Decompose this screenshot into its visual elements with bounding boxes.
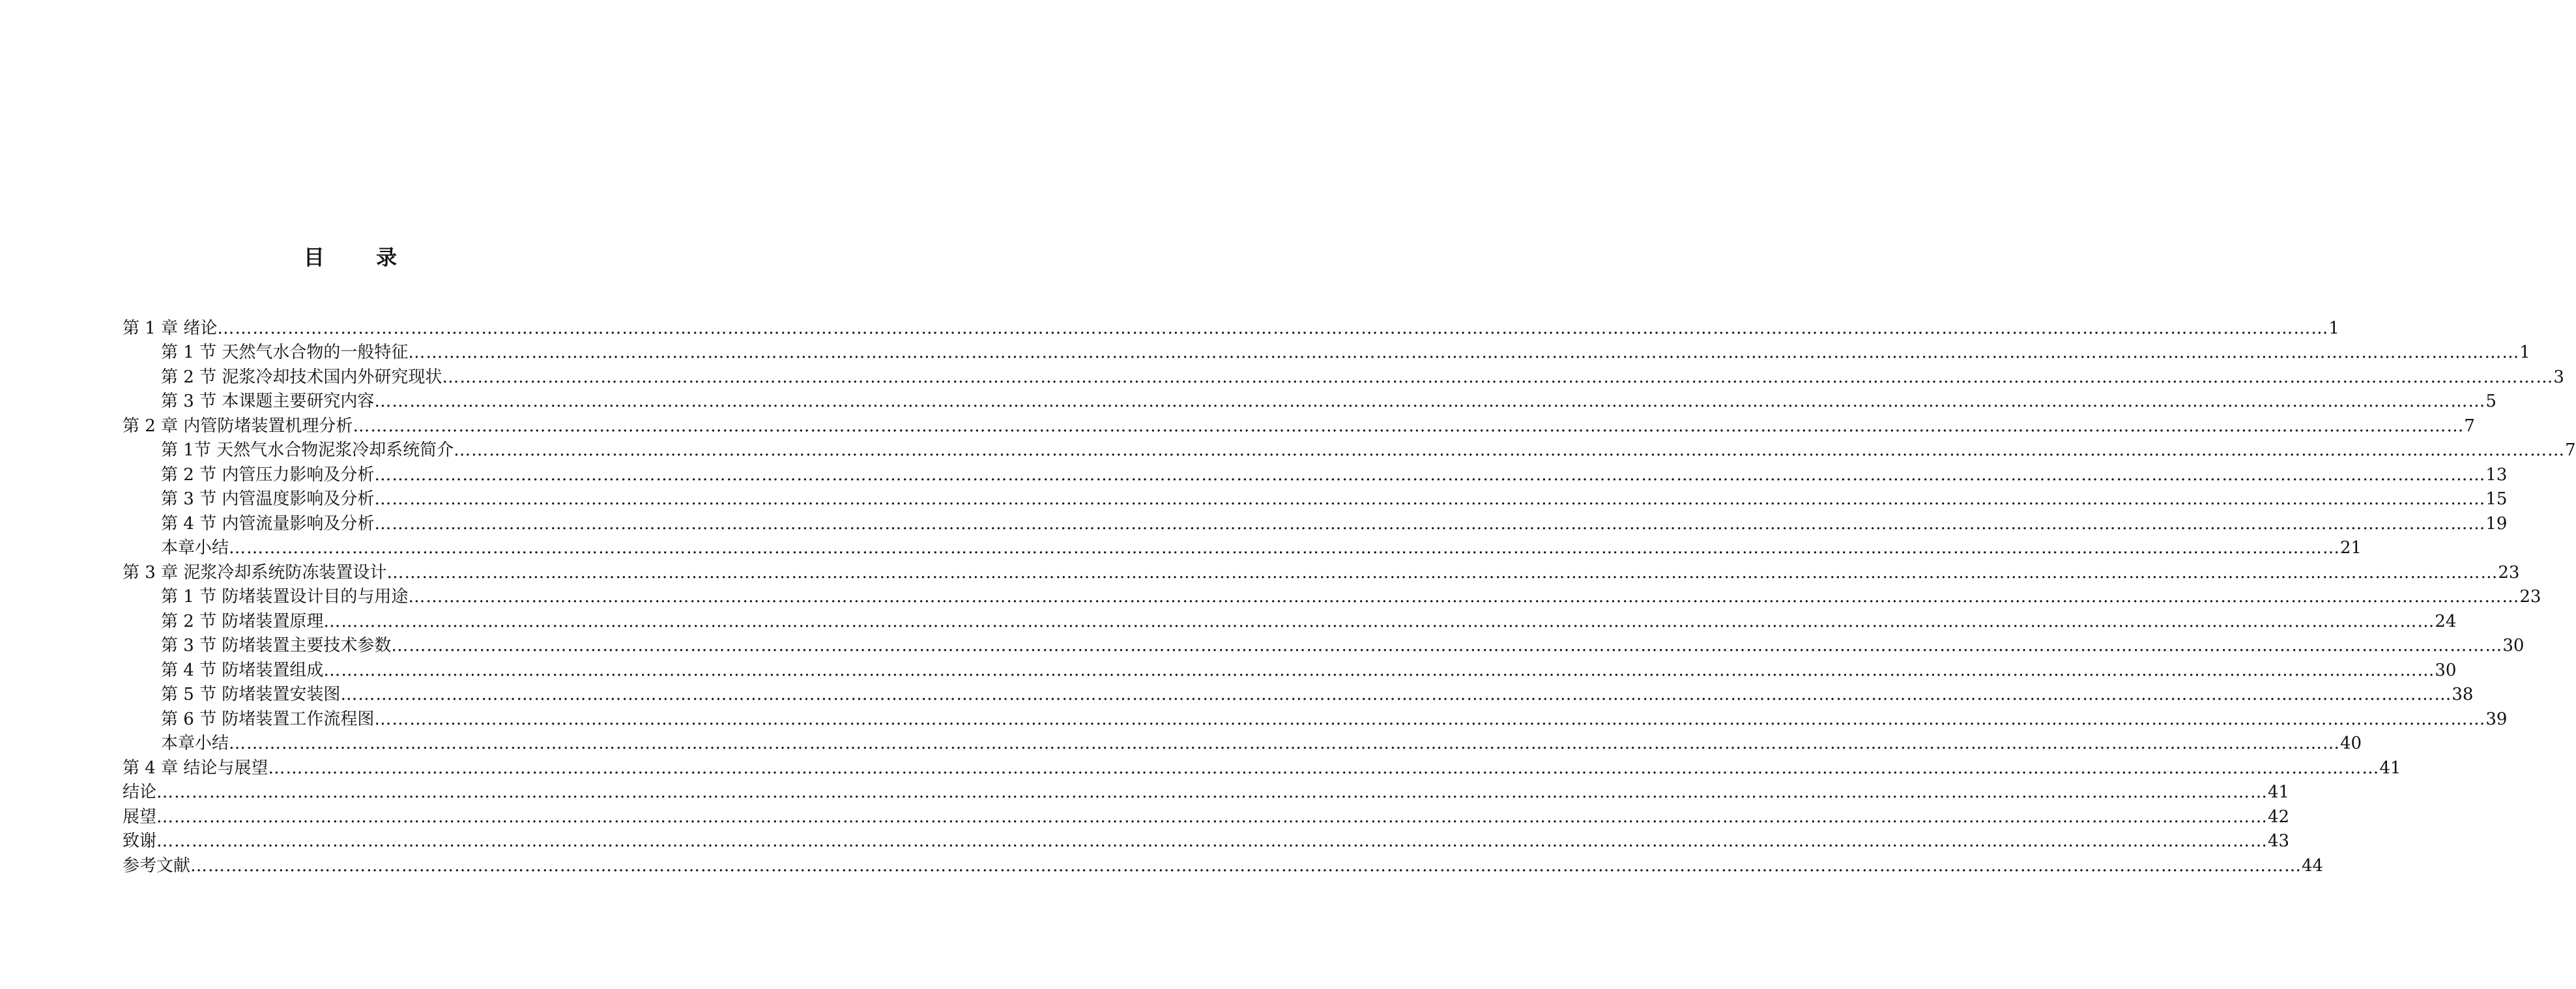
toc-entry-section[interactable] [0, 461, 2508, 485]
toc-entry-back[interactable] [0, 779, 2290, 803]
toc-entry-section[interactable] [0, 607, 2457, 632]
toc-entry-section[interactable] [0, 363, 2564, 388]
toc-entry-label: 第 3 节 本课题主要研究内容 [161, 392, 375, 411]
toc-entry-page-number: 39 [2485, 709, 2508, 729]
toc-entry-back[interactable] [0, 803, 2290, 827]
toc-entry-label: 第 6 节 防堵装置工作流程图 [161, 709, 375, 729]
toc-entry-page-number: 1 [2328, 318, 2339, 338]
toc-entry-label: 本章小结 [161, 538, 229, 558]
toc-dot-leader: ……………………………………………………………………………………………………………………………………………………………………………………………………………………………………………………………………………………………………………………………… [323, 611, 2435, 631]
toc-entry-page-number: 21 [2340, 538, 2362, 558]
toc-entry-label: 展望 [123, 807, 157, 827]
toc-entry-chapter[interactable] [0, 314, 2339, 339]
toc-entry-label: 第 2 节 泥浆冷却技术国内外研究现状 [161, 367, 442, 387]
toc-dot-leader: ……………………………………………………………………………………………………………………………………………………………………………………………………………………………………………………………………………………………………………………………… [386, 562, 2498, 582]
toc-dot-leader: ……………………………………………………………………………………………………………………………………………………………………………………………………………………………………………………………………………………………………………………………… [374, 489, 2486, 509]
page-title: 目 录 [303, 245, 420, 270]
toc-entry-back[interactable] [0, 827, 2290, 852]
toc-dot-leader: ……………………………………………………………………………………………………………………………………………………………………………………………………………………………………………………………………………………………………………………………… [156, 831, 2268, 851]
toc-entry-page-number: 7 [2464, 416, 2475, 436]
toc-entry-page-number: 5 [2485, 392, 2496, 411]
toc-entry-chapter[interactable] [0, 412, 2475, 437]
toc-entry-section[interactable] [0, 730, 2362, 754]
toc-entry-page-number: 30 [2502, 636, 2525, 655]
toc-entry-label: 第 3 节 防堵装置主要技术参数 [161, 636, 392, 655]
toc-entry-page-number: 44 [2302, 855, 2324, 876]
toc-dot-leader: ……………………………………………………………………………………………………………………………………………………………………………………………………………………………………………………………………………………………………………………………… [156, 807, 2268, 827]
toc-entry-page-number: 23 [2498, 562, 2520, 582]
toc-dot-leader: ……………………………………………………………………………………………………………………………………………………………………………………………………………………………………………………………………………………………………………………………… [340, 685, 2452, 704]
toc-entry-page-number: 13 [2485, 465, 2508, 485]
toc-entry-page-number: 30 [2435, 660, 2457, 680]
toc-dot-leader: ……………………………………………………………………………………………………………………………………………………………………………………………………………………………………………………………………………………………………………………………… [374, 392, 2486, 411]
toc-dot-leader: ……………………………………………………………………………………………………………………………………………………………………………………………………………………………………………………………………………………………………………………………… [454, 440, 2566, 460]
toc-entry-label: 第 3 章 泥浆冷却系统防冻装置设计 [123, 562, 387, 582]
toc-entry-page-number: 41 [2379, 758, 2401, 778]
toc-entry-page-number: 7 [2565, 440, 2576, 460]
toc-entry-page-number: 43 [2268, 831, 2290, 851]
toc-dot-leader: ……………………………………………………………………………………………………………………………………………………………………………………………………………………………………………………………………………………………………………………………… [374, 513, 2486, 534]
toc-entry-page-number: 15 [2485, 489, 2508, 509]
toc-entry-page-number: 1 [2519, 343, 2530, 362]
toc-entry-section[interactable] [0, 583, 2541, 608]
toc-entry-label: 第 2 章 内管防堵装置机理分析 [123, 416, 353, 436]
toc-dot-leader: ……………………………………………………………………………………………………………………………………………………………………………………………………………………………………………………………………………………………………………………………… [268, 758, 2380, 778]
toc-dot-leader: ……………………………………………………………………………………………………………………………………………………………………………………………………………………………………………………………………………………………………………………………… [190, 855, 2302, 876]
toc-entry-label: 第 3 节 内管温度影响及分析 [161, 489, 375, 509]
toc-entry-section[interactable] [0, 485, 2508, 510]
toc-dot-leader: ……………………………………………………………………………………………………………………………………………………………………………………………………………………………………………………………………………………………………………………………… [408, 343, 2520, 362]
toc-entry-page-number: 23 [2519, 587, 2541, 607]
table-of-contents [0, 314, 2576, 876]
toc-entry-page-number: 3 [2553, 367, 2564, 387]
toc-dot-leader: ……………………………………………………………………………………………………………………………………………………………………………………………………………………………………………………………………………………………………………………………… [229, 734, 2341, 753]
toc-dot-leader: ……………………………………………………………………………………………………………………………………………………………………………………………………………………………………………………………………………………………………………………………… [156, 782, 2268, 802]
toc-entry-section[interactable] [0, 632, 2525, 657]
toc-dot-leader: ……………………………………………………………………………………………………………………………………………………………………………………………………………………………………………………………………………………………………………………………… [374, 709, 2486, 729]
toc-entry-label: 第 1 节 天然气水合物的一般特征 [161, 343, 409, 362]
toc-dot-leader: ……………………………………………………………………………………………………………………………………………………………………………………………………………………………………………………………………………………………………………………………… [391, 636, 2503, 655]
toc-dot-leader: ……………………………………………………………………………………………………………………………………………………………………………………………………………………………………………………………………………………………………………………………… [442, 367, 2554, 387]
toc-entry-label: 第 1节 天然气水合物泥浆冷却系统简介 [161, 440, 454, 460]
toc-entry-page-number: 42 [2268, 807, 2290, 827]
toc-dot-leader: ……………………………………………………………………………………………………………………………………………………………………………………………………………………………………………………………………………………………………………………………… [229, 538, 2341, 558]
toc-entry-section[interactable] [0, 339, 2530, 364]
toc-dot-leader: ……………………………………………………………………………………………………………………………………………………………………………………………………………………………………………………………………………………………………………………………… [353, 416, 2465, 436]
toc-entry-page-number: 24 [2435, 611, 2457, 631]
toc-entry-label: 第 4 章 结论与展望 [123, 758, 268, 778]
toc-entry-label: 致谢 [123, 831, 157, 851]
toc-entry-label: 第 4 节 防堵装置组成 [161, 660, 324, 680]
toc-entry-page-number: 38 [2452, 685, 2474, 704]
toc-entry-section[interactable] [0, 534, 2362, 559]
toc-entry-label: 第 4 节 内管流量影响及分析 [161, 513, 375, 534]
toc-entry-chapter[interactable] [0, 754, 2401, 779]
toc-entry-section[interactable] [0, 705, 2508, 730]
toc-entry-back[interactable] [0, 852, 2324, 876]
toc-entry-section[interactable] [0, 437, 2576, 461]
toc-dot-leader: ……………………………………………………………………………………………………………………………………………………………………………………………………………………………………………………………………………………………………………………………… [374, 465, 2486, 485]
toc-entry-section[interactable] [0, 656, 2457, 681]
toc-entry-page-number: 40 [2340, 734, 2362, 753]
toc-entry-chapter[interactable] [0, 558, 2520, 583]
toc-dot-leader: ……………………………………………………………………………………………………………………………………………………………………………………………………………………………………………………………………………………………………………………………… [323, 660, 2435, 680]
toc-entry-page-number: 41 [2268, 782, 2290, 802]
toc-entry-section[interactable] [0, 681, 2474, 706]
toc-dot-leader: ……………………………………………………………………………………………………………………………………………………………………………………………………………………………………………………………………………………………………………………………… [217, 318, 2329, 338]
toc-dot-leader: ……………………………………………………………………………………………………………………………………………………………………………………………………………………………………………………………………………………………………………………………… [408, 587, 2520, 607]
toc-entry-label: 第 5 节 防堵装置安装图 [161, 685, 341, 704]
toc-entry-section[interactable] [0, 388, 2496, 412]
toc-entry-label: 本章小结 [161, 734, 229, 753]
toc-entry-section[interactable] [0, 509, 2508, 534]
toc-entry-label: 结论 [123, 782, 157, 802]
toc-entry-label: 第 1 节 防堵装置设计目的与用途 [161, 587, 409, 607]
toc-entry-label: 参考文献 [123, 855, 191, 876]
toc-entry-page-number: 19 [2485, 513, 2508, 534]
toc-entry-label: 第 2 节 防堵装置原理 [161, 611, 324, 631]
toc-entry-label: 第 2 节 内管压力影响及分析 [161, 465, 375, 485]
toc-entry-label: 第 1 章 绪论 [123, 318, 218, 338]
